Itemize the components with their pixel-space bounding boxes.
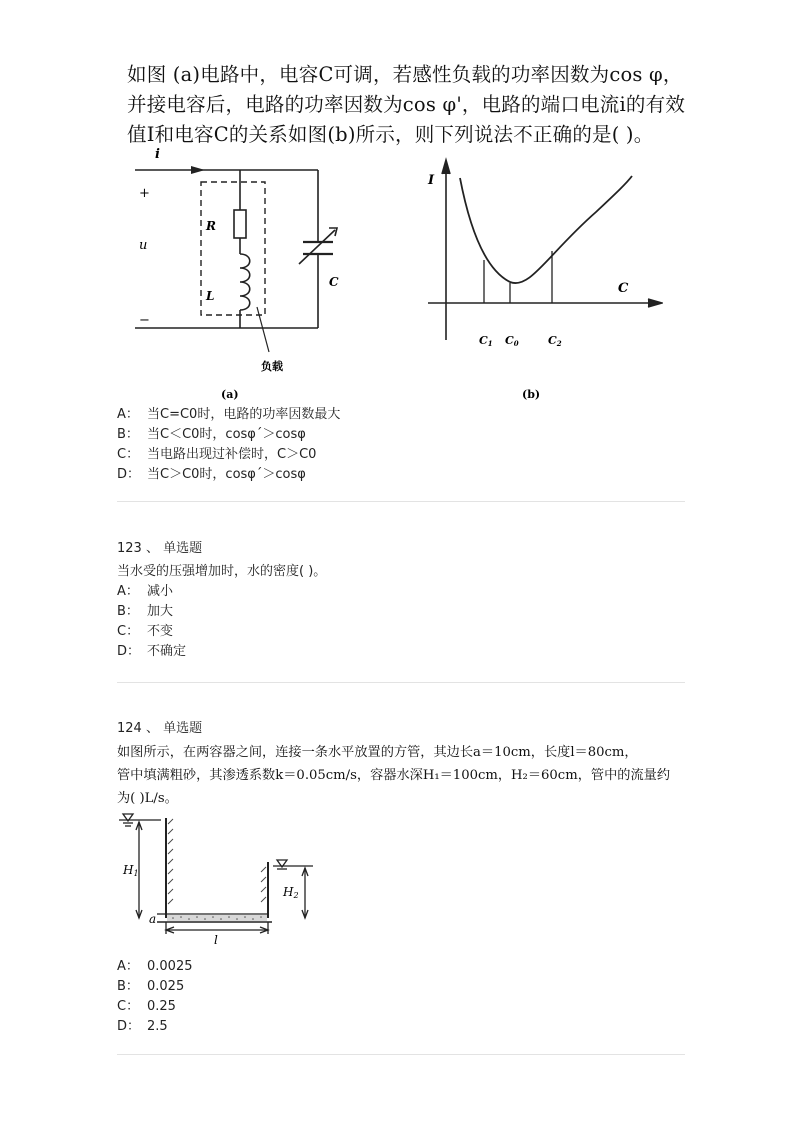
label-h1: H1 [123, 863, 139, 878]
label-c1: C1 [479, 334, 493, 348]
option-text: 减小 [147, 584, 174, 599]
divider [117, 501, 685, 502]
q122-stem [127, 60, 687, 150]
option-label: D： [117, 467, 141, 482]
option-label: A： [117, 407, 139, 422]
option-text: 当C＞C0时，cosφ´＞cosφ [147, 467, 306, 482]
label-axis-c: C [618, 281, 629, 296]
question-number: 124 、 [117, 721, 159, 736]
option-row[interactable] [117, 582, 326, 602]
option-label: D： [117, 1019, 141, 1034]
question-number: 123 、 [117, 541, 159, 556]
curve-figure-b [418, 150, 663, 404]
label-resistor-r: R [206, 219, 216, 233]
q124-stem-line: 为( )L/s。 [117, 791, 178, 806]
q124-stem-line: 如图所示，在两容器之间，连接一条水平放置的方管，其边长a＝10cm，长度l＝80cm， [117, 745, 638, 760]
option-row[interactable] [117, 957, 193, 977]
option-row[interactable] [117, 622, 326, 642]
option-text: 0.25 [147, 999, 176, 1014]
option-label: B： [117, 427, 139, 442]
option-text: 0.0025 [147, 959, 193, 974]
q124-stem-line: 管中填满粗砂，其渗透系数k＝0.05cm/s，容器水深H₁＝100cm，H₂＝60cm，管中的流量约 [117, 768, 671, 783]
label-a: a [149, 912, 157, 926]
option-text: 当电路出现过补偿时，C＞C0 [147, 447, 317, 462]
option-text: 0.025 [147, 979, 185, 994]
label-c2: C2 [548, 334, 562, 348]
question-header [117, 719, 202, 739]
q122-stem-line: 并接电容后，电路的功率因数为cos φ'，电路的端口电流i的有效 [127, 93, 686, 116]
option-row[interactable] [117, 1017, 193, 1037]
option-text: 2.5 [147, 1019, 168, 1034]
circuit-figure-a [133, 142, 373, 404]
option-row[interactable] [117, 602, 326, 622]
label-axis-i: I [428, 173, 435, 188]
question-type: 单选题 [163, 721, 203, 736]
question-type: 单选题 [163, 541, 203, 556]
option-label: C： [117, 447, 140, 462]
option-row[interactable] [117, 997, 193, 1017]
caption-a: (a) [221, 388, 239, 401]
q124-options [117, 957, 193, 1037]
question-stem: 当水受的压强增加时，水的密度( )。 [117, 564, 327, 579]
label-plus: + [139, 186, 150, 201]
option-text: 当C=C0时，电路的功率因数最大 [147, 407, 341, 422]
label-inductor-l: L [206, 289, 215, 303]
q122-stem-line: 值I和电容C的关系如图(b)所示，则下列说法不正确的是( )。 [127, 123, 654, 146]
option-text: 不确定 [147, 644, 187, 659]
option-label: C： [117, 624, 140, 639]
option-label: A： [117, 959, 139, 974]
q122-stem-line: 如图 (a)电路中，电容C可调，若感性负载的功率因数为cos φ， [127, 63, 683, 86]
label-current-i: i [155, 147, 160, 162]
option-row[interactable] [117, 425, 340, 445]
question-123 [117, 539, 326, 662]
option-row[interactable] [117, 405, 340, 425]
option-row[interactable] [117, 642, 326, 662]
q122-options [117, 405, 340, 485]
question-header [117, 539, 326, 559]
q124-stem [117, 741, 692, 810]
label-minus: − [139, 313, 150, 328]
label-h2: H2 [283, 885, 299, 900]
option-text: 加大 [147, 604, 174, 619]
question-124 [117, 719, 202, 739]
option-text: 不变 [147, 624, 174, 639]
label-load: 负载 [261, 360, 283, 373]
label-l: l [214, 933, 218, 947]
label-capacitor-c: C [329, 275, 339, 289]
option-label: D： [117, 644, 141, 659]
divider [117, 682, 685, 683]
label-c0: C0 [505, 334, 519, 348]
option-label: B： [117, 979, 139, 994]
option-label: C： [117, 999, 140, 1014]
option-row[interactable] [117, 445, 340, 465]
option-label: B： [117, 604, 139, 619]
containers-pipe-figure [117, 810, 317, 958]
option-row[interactable] [117, 977, 193, 997]
label-voltage-u: u [139, 238, 148, 253]
option-label: A： [117, 584, 139, 599]
divider [117, 1054, 685, 1055]
caption-b: (b) [522, 388, 541, 401]
option-row[interactable] [117, 465, 340, 485]
option-text: 当C＜C0时，cosφ´＞cosφ [147, 427, 306, 442]
